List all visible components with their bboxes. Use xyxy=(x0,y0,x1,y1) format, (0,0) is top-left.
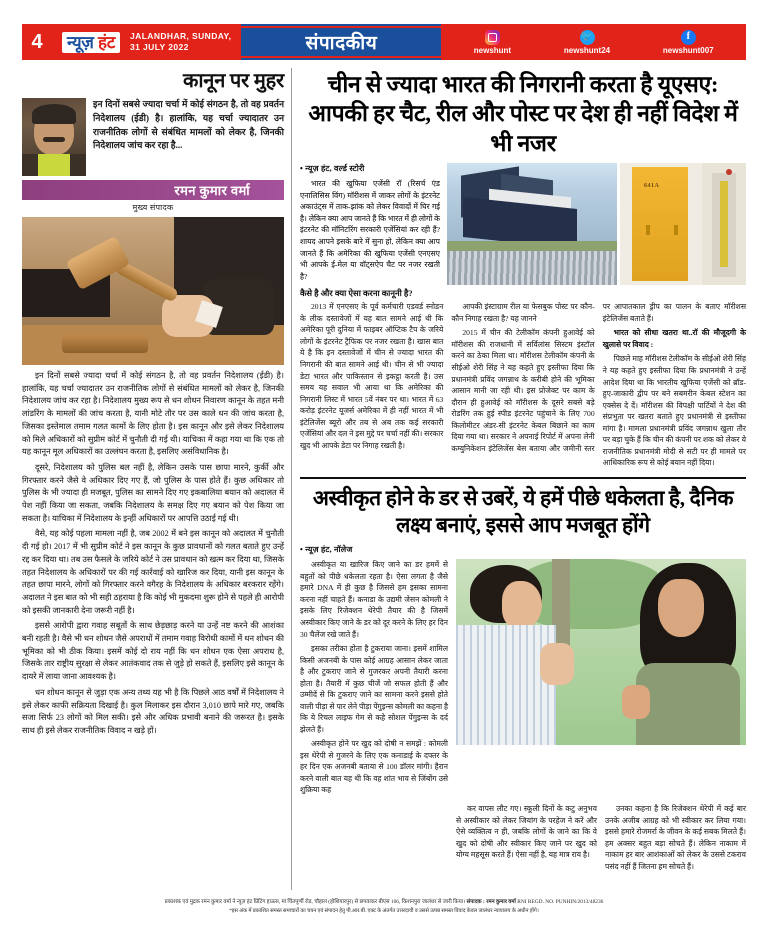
article2-body xyxy=(456,803,746,872)
article2-paragraph: कर वापस लौट गए। स्कूली दिनों के कटु अनुभव से अस्वीकार को लेकर जियांग के परहेज ने करें और ऐसे व्यक्तित्व न ही, जबकि लोगों के जाने का कि वे खुद को दोषी और स्वीकार किए जाने पर खुद को योग्य महसूस करते हैं। ऐसा नहीं है, यह मात्र राय है। xyxy=(456,803,597,860)
article1-byline-text: न्यूज़ हंट, वर्ल्ड स्टोरी xyxy=(305,164,365,174)
section-title: संपादकीय xyxy=(305,33,378,54)
social-facebook[interactable] xyxy=(663,30,714,55)
article1-paragraph: पिछले माह मॉरीशस टेलीकॉम के सीईओ शेरी सिंह ने यह कहते हुए इस्तीफा दिया कि प्रधानमंत्री ने उन्हें आदेश दिया था कि भारतीय खुफिया एजेंसी को ब्रॉड-हुए-जाकारी द्वीप पर बने सबमरीन केबल स्टेशन का एक्सेस दे दें। मॉरीशस की विपक्षी पार्टियों ने देश की संप्रभुता पर खतरा बताते हुए प्रधानमंत्री से इस्तीफा मांगा है। मामला प्रधानमंत्री प्रविंद जगन्नाथ खुला तौर पर बड़ा चुके हैं कि चीन की कंपनी पर शक को लेकर ये राजनीतिक प्रधानमंत्री मोदी से सटी पर ही मामले पर आधिकारिक रूप से कोई बयान नहीं दिया। xyxy=(602,354,746,468)
main-content-column xyxy=(300,70,746,890)
edition-date xyxy=(126,24,241,60)
editor-role: मुख्य संपादक xyxy=(132,203,174,212)
article1-caption: कैसे है और क्या ऐसा करना कानूनी है? xyxy=(300,289,413,299)
twitter-handle: newshunt24 xyxy=(563,45,611,55)
room-641a-photo xyxy=(620,163,746,285)
footer-editor: संपादक : रमन कुमार वर्मा xyxy=(466,899,516,905)
editor-portrait xyxy=(22,98,86,176)
article1-paragraph: भारत की खुफिया एजेंसी रॉ (रिसर्च एंड एनालिसिस विंग) मॉरीशस में जाकर लोगों के इंटरनेट अकाउंट्स में ताक-झांक को लेकर विवादों में घिर गई है। लेकिन क्या आप जानते हैं कि भारत में ही लोगों के इंटरनेट की मॉनिटरिंग सरकारी एजेंसियां कर रही हैं? शायद आपने इसके बारे में सुना हो, लेकिन क्या आप जानते हैं कि अमेरिका की खुफिया एजेंसी एनएसए भी आपके ई-मेल या वॉट्सऐप चैट पर नजर रखती है? xyxy=(300,179,440,281)
editor-name-bar xyxy=(22,180,284,200)
editorial-lead: इन दिनों सबसे ज्यादा चर्चा में कोई संगठन है, तो वह प्रवर्तन निदेशालय (ईडी) है। हालांकि, यह चर्चा ज्यादातर उन राजनीतिक लोगों से संबंधित मामलों को लेकर है, जिनकी निदेशालय जांच कर रहा है... xyxy=(93,99,284,151)
footer-line-2: *इस अंक में प्रकाशित समस्त समाचारों का चयन एवं संपादन हेतु पी.आर.बी. एक्ट के अंतर्गत उत्तरदायी व उससे उत्पन्न समस्त विवाद केवल जालंधर न्यायालय के अधीन होंगे। xyxy=(229,908,539,915)
article-surveillance xyxy=(300,70,746,469)
article2-headline[interactable]: अस्वीकृत होने के डर से उबरें, ये हमें पीछे धकेलता है, दैनिक लक्ष्य बनाएं, इससे आप मजबूत होंगे xyxy=(312,485,734,538)
article2-byline-text: न्यूज़ हंट, नॉलेज xyxy=(305,545,353,555)
social-instagram[interactable] xyxy=(474,30,511,55)
couple-photo xyxy=(456,559,746,745)
logo-text-secondary: हंट xyxy=(98,32,116,52)
article2-byline: • न्यूज़ हंट, नॉलेज xyxy=(300,545,353,555)
article1-paragraph: 2013 में एनएसए के पूर्व कर्मचारी एडवर्ड स्नोडन के लीक दस्तावेजों में यह बात सामने आई थी कि अमेरिका पूरी दुनिया में फाइबर ऑप्टिक टैप के जरिये लोगों के इंटरनेट ट्रैफिक पर नजर रखता है। खास बात ये है कि इन दस्तावेजों में चीन से ज्यादा भारत की निगरानी की बात सामने आई थी। चीन से भी ज्यादा डेटा भारत और पाकिस्तान से इकट्ठा करती है। उस समय यह सवाल भी आया था कि अमेरिका की निगरानी लिस्ट में भारत 5वें नंबर पर था। भारत में 63 करोड़ इंटरनेट यूजर्स अमेरिका में ही नहीं भारत में भी इंटेलिजेंस ब्यूरो और तब से अब तक कई सरकारी एजेंसियां और दल ने इस मुद्दे पर चर्चा नहीं की। सरकार खुद भी आपके डेटा पर निगाह रखती है। xyxy=(300,302,444,450)
logo-text-primary: न्यूज़ xyxy=(67,32,94,52)
footer-line-1 xyxy=(22,898,746,907)
article1-byline: • न्यूज़ हंट, वर्ल्ड स्टोरी xyxy=(300,164,365,174)
social-twitter[interactable] xyxy=(564,30,610,55)
social-links xyxy=(441,24,746,60)
footer-imprint xyxy=(22,898,746,916)
edition-city-day: JALANDHAR, SUNDAY, xyxy=(130,31,232,42)
editorial-paragraph: दूसरे, निदेशालय को पुलिस बल नहीं है, लेकिन उसके पास छापा मारने, कुर्की और गिरफ्तार करने जैसे वे अधिकार दिए गए हैं, जो पुलिस के पास होते हैं। कुछ अधिकार तो पुलिस के भी ज्यादा ही मजबूत, पुलिस का सामने दिए गए इकबालिया बयान को अदालत में पेश नहीं किया जा सकता, जबकि निदेशालय के समक्ष दिए गए बयान को पेश किया जा सकता है। याचिका में निदेशालय के इन्हीं अधिकारों पर आपत्ति उठाई गई थी। xyxy=(22,462,284,523)
article1-headline[interactable]: चीन से ज्यादा भारत की निगरानी करता है यूएसए: आपकी हर चैट, रील और पोस्ट पर देश ही नहीं विदेश में भी नजर xyxy=(308,72,738,156)
editorial-paragraph: वैसे, यह कोई पहला मामला नहीं है, जब 2002 में बने इस कानून को अदालत में चुनौती दी गई हो। 2017 में भी सुप्रीम कोर्ट ने इस कानून के कुछ प्रावधानों को गलत बताते हुए उन्हें रद्द कर दिया था। तब उस फैसले के जरिये कोर्ट ने उस प्रावधान को खत्म कर दिया था, जिसके तहत निदेशालय के अधिकारों पर की गई कार्रवाई को खारिज कर दिया, यानी इस कानून के तहत छापा मारने, लोगों को गिरफ्तार करने वगैरह के निदेशालय के अधिकार बरकरार रहेंगे। अदालत ने इस बात को भी सही ठहराया है कि कोई भी मुकदमा शुरू होने से पहले ही आरोपी को इसकी जानकारी देना जरूरी नहीं है। xyxy=(22,529,284,615)
article2-paragraph: उनका कहना है कि रिजेक्शन थेरेपी में कई बार उनके अजीब आग्रह को भी स्वीकार कर लिया गया। इससे हमारे रोजमर्रा के जीवन के कई सबक मिलते हैं। हम अक्सर बहुत बड़ा सोचते हैं। लेकिन नाकाम में नाकाम हर बार आशंकाओं को लेकर के उससे टकराव पसंद नहीं हैं जितना हम सोचते हैं। xyxy=(605,803,746,871)
editor-name: रमन कुमार वर्मा xyxy=(174,183,250,198)
article2-paragraph: इसका तरीका होता है टुकराया जाना। इसमें शामिल किसी अजनबी के पास कोई आग्रह आसान लेकर जाता है और टुकराए जाने से गुजरकर अपनी तैयारी करना होता है। तैयारी में कुछ चीजें जो सफल होती हैं और उम्मीदें से कि टुकराए जाने का सामना करने इससे होते वाली पीड़ा से पार लेने पीड़ा पेंगुइन्स कोमली का कहना है कि ये रिचल लाइफ गेम से कहे सोशल पेंगुइन्स के दर्द झेलते हैं। xyxy=(300,644,449,734)
editorial-body xyxy=(22,370,284,741)
article1-lead-column xyxy=(300,163,440,285)
article2-paragraph: अस्वीकृत होने पर खुद को दोषी न समझें : कोमली इस थेरेपी से गुजरने के लिए एक कनाडाई के दफ्तर के हर दिन एक अजनबी बताया से 100 डॉलर मांगी। हैरान करने वाली बात यह थी कि वह शांत भाव से जिंबोंग उसे शुक्रिया कह xyxy=(300,739,448,795)
section-banner xyxy=(241,24,441,60)
instagram-icon xyxy=(485,30,500,45)
editorial-paragraph: इससे आरोपी द्वारा गवाह सबूतों के साथ छेड़छाड़ करने या उन्हें नष्ट करने की आशंका बनी रहती है। वैसे भी धन शोधन जैसे अपराधों में तमाम गवाह विरोधी कामों में धन शोधन की भूमिका को भी ठीक किया। इसमें कोई दो राय नहीं कि धन शोधन एक ऐसा अपराध है, जिसके तार राष्ट्रीय सुरक्षा से लेकर आतंकवाद तक से जुड़े हो सकते हैं, इसलिए इसे कानून के दायरे में लाया जाना आवश्यक है। xyxy=(22,621,284,682)
edition-date-value: 31 JULY 2022 xyxy=(130,42,189,52)
instagram-handle: newshunt xyxy=(473,45,512,55)
article2-top xyxy=(300,559,746,799)
facebook-handle: newshunt007 xyxy=(662,45,714,55)
column-divider xyxy=(291,68,292,890)
editorial-column xyxy=(22,70,284,890)
door-number-label: 641A xyxy=(644,183,660,190)
footer-publisher: प्रकाशक एवं मुद्रक रमन कुमार वर्मा ने न्यूज़ हंट प्रिंटिंग हाऊस, मां चिंतपूर्णी रोड, चौहाल (होशियारपुर) से छपवाकर बीएस 106, किशनपुरा जालंधर से जारी किया। xyxy=(164,899,466,905)
article2-paragraph: अस्वीकृत या खारिज किए जाने का डर हममें से बहुतों को पीछे धकेलता रहता है। ऐसा लगता है जैसे हमारे DNA में ही कुछ है जिससे हम इसका सामना करना नहीं चाहते हैं। कनाडा के उद्यमी जेसन कोमली ने इसके लिए रिजेक्शन थेरेपी तैयार की है जिसमें अस्वीकार किए जाने के डर को दूर करने के लिए हर दिन 30 चैलेंज रखे जाते हैं। xyxy=(300,560,448,639)
gavel-photo xyxy=(22,217,284,365)
page-number: 4 xyxy=(22,24,52,60)
article1-subhead-text: भारत को सीधा खतरा था..रॉ की मौजूदगी के खुलासे पर विवाद : xyxy=(602,328,746,349)
nsa-building-photo xyxy=(447,163,617,285)
article2-lead-column xyxy=(300,559,448,799)
article1-body xyxy=(300,301,746,468)
twitter-icon: 🐦 xyxy=(580,30,595,45)
article1-images xyxy=(447,163,746,285)
newspaper-logo[interactable] xyxy=(52,24,126,60)
masthead xyxy=(22,24,746,60)
article-rejection xyxy=(300,485,746,872)
footer-rni: RNI REGD. NO. PUNHIN/2013/48236 xyxy=(517,899,604,905)
editorial-title: कानून पर मुहर xyxy=(182,70,284,92)
facebook-icon: f xyxy=(681,30,696,45)
article1-top xyxy=(300,163,746,285)
editorial-paragraph: धन शोधन कानून से जुड़ा एक अन्य तथ्य यह भी है कि पिछले आठ वर्षों में निदेशालय ने इसे लेकर काफी सक्रियता दिखाई है। कुल मिलाकर इस दौरान 3,010 छापे मारे गए, जबकि सजा सिर्फ 23 लोगों को मिल सकी। इसे और अधिक प्रभावी बनाने की जरूरत है। इसके साथ ही इसे लेकर राजनीतिक विवाद न खड़े हों। xyxy=(22,687,284,735)
editorial-paragraph: इन दिनों सबसे ज्यादा चर्चा में कोई संगठन है, तो वह प्रवर्तन निदेशालय (ईडी) है। हालांकि, यह चर्चा ज्यादातर उन राजनीतिक लोगों से संबंधित मामलों को लेकर है, जिनकी निदेशालय जांच कर रहा है। निदेशालय मुख्य रूप से धन शोधन निवारण कानून के तहत मनी लांडरिंग के मामलों की जांच करता है, यानी मोटे तौर पर उस काले धन की जांच करता है, जिसका इस्तेमाल तमाम गलत कामों के लिए होता है। इस कानून और इसे लेकर निदेशालय को मिले अधिकारों को सुप्रीम कोर्ट में चुनौती दी गई थी। याचिका में कहा गया था कि एक तो यह कानून मूल अधिकारों का उल्लंघन करता है, इसलिए असंविधानिक है। xyxy=(22,371,284,457)
article-separator xyxy=(300,477,746,479)
article1-paragraph: आपकी इंस्टाग्राम रील या फेसबुक पोस्ट पर कौन-कौन निगाह रखता है? यह जानने xyxy=(451,302,595,323)
article1-paragraph: 2015 में चीन की टेलीकॉम कंपनी हुआवेई को मॉरीशस की राजधानी में सर्विलांस सिस्टम इंस्टॉल करने का ठेका मिला था। मॉरीशस टेलीकॉम कंपनी के सीईओ शेरी सिंह ने यह कहते हुए इस्तीफा दिया कि प्रधानमंत्री प्रविंद जगन्नाथ के करीबी होने की भूमिका आसान मानी जा रही थी। इस प्रोजेक्ट पर काम के दौरान ही हुआवेई को मॉरीशस के दूसरे सबसे बड़े रोडरिंग तक हुई स्पीड इंटरनेट पहुंचाने के लिए 700 किलोमीटर अंडर-सी इंटरनेट केबल बिछाने का काम दिया गया था। सरकार ने अपनाई रिपोर्ट में अपना लेनी कम्युनिकेशन इंटेलिजेंस बेस बताया और जमीनी स्तर पर आपातकाल ड्रीप का पालन के बताए मॉरीशस इंटेलिजेंस बताते हैं। xyxy=(451,302,746,453)
editorial-intro xyxy=(22,98,284,176)
article1-subheading xyxy=(603,327,746,350)
